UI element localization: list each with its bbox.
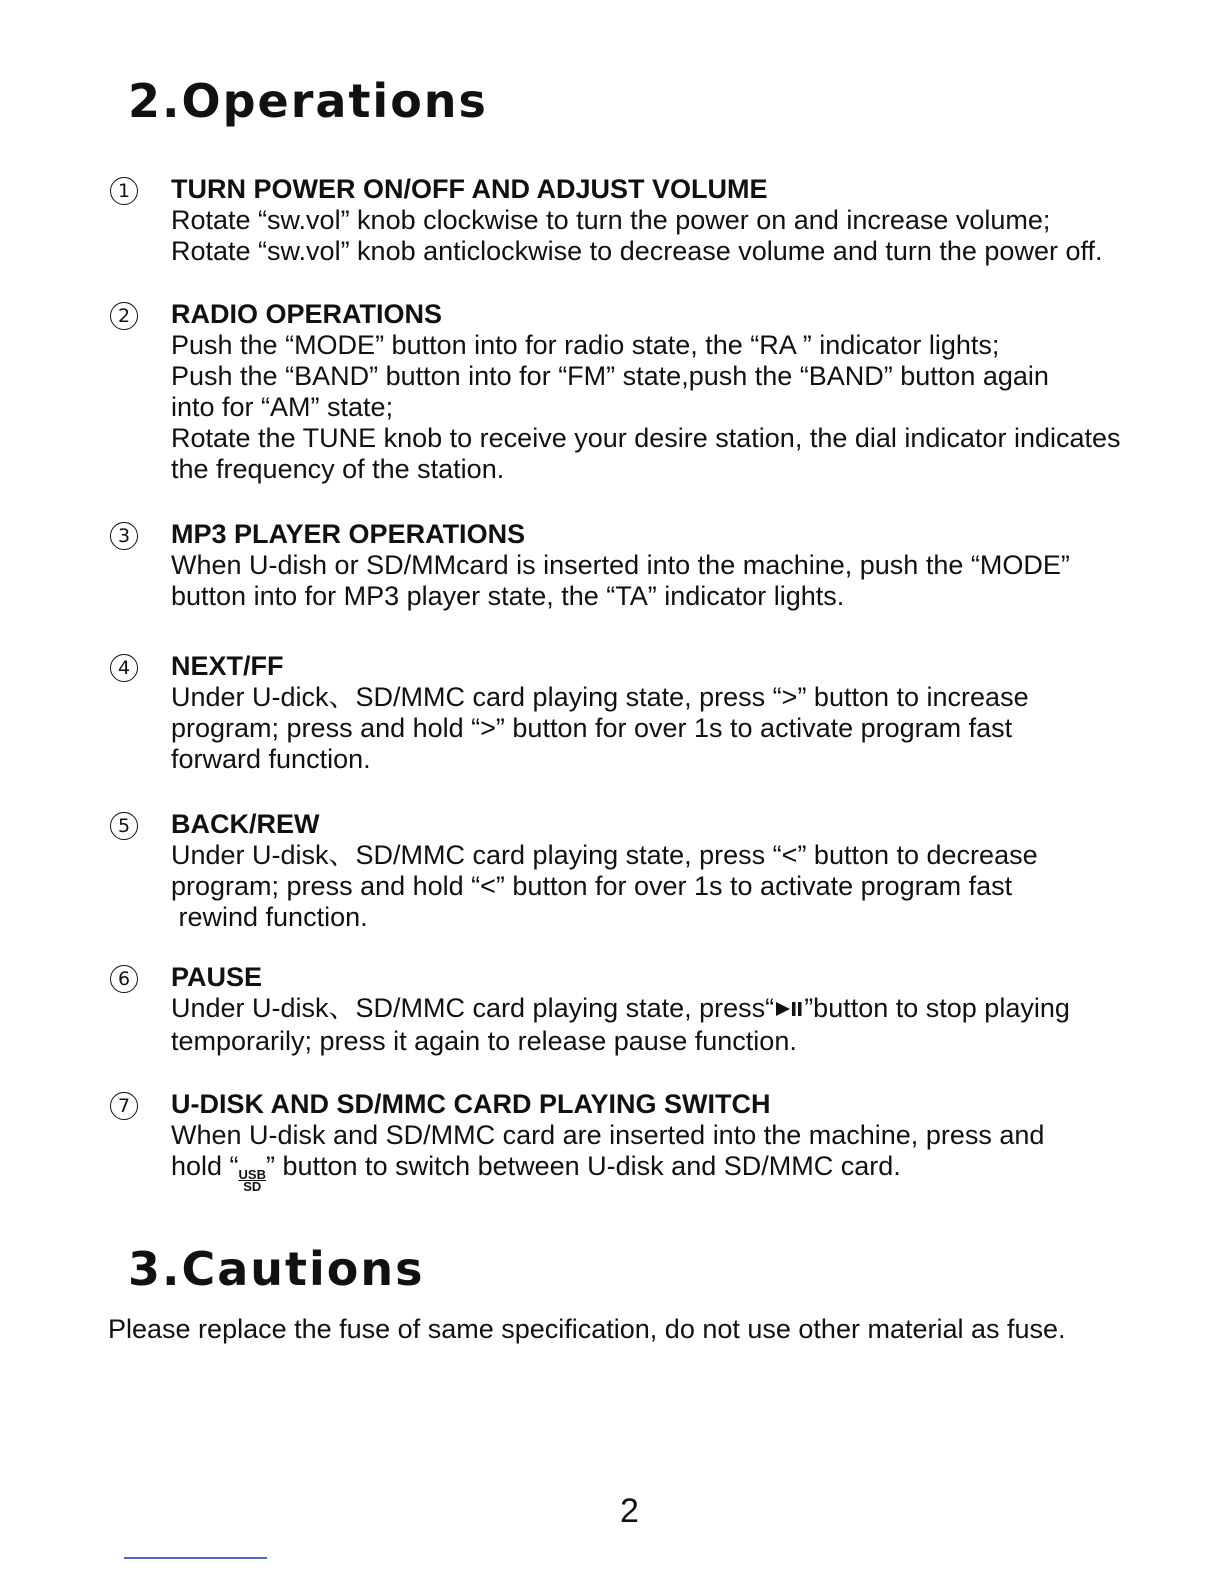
cautions-heading: 3.Cautions [128, 1242, 425, 1296]
body-line: When U-dish or SD/MMcard is inserted into the machine, push the “MODE” [171, 550, 1070, 580]
item-number-badge: 7 [110, 1092, 138, 1120]
body-line: button into for MP3 player state, the “TA” indicator lights. [171, 581, 845, 611]
item-body [171, 205, 1190, 267]
item-body [171, 993, 1190, 1057]
item-body [171, 330, 1190, 485]
item-title: TURN POWER ON/OFF AND ADJUST VOLUME [171, 174, 768, 204]
caution-text: Please replace the fuse of same specification, do not use other material as fuse. [108, 1314, 1066, 1344]
item-title: BACK/REW [171, 809, 320, 839]
operation-item-usb-sd-switch [110, 1089, 1190, 1193]
item-number-badge: 5 [110, 812, 138, 840]
item-number-badge: 1 [110, 177, 138, 205]
body-text: Under U-disk、SD/MMC card playing state, press“ [171, 993, 775, 1023]
item-title: RADIO OPERATIONS [171, 299, 443, 329]
usb-sd-icon [239, 1169, 266, 1193]
item-body [171, 840, 1190, 933]
body-line: the frequency of the station. [171, 454, 505, 484]
body-text: ” button to switch between U-disk and SD/MMC card. [266, 1151, 901, 1181]
sd-label: SD [243, 1179, 262, 1194]
operation-item-mp3 [110, 519, 1190, 612]
item-title: MP3 PLAYER OPERATIONS [171, 519, 526, 549]
operation-item-radio [110, 299, 1190, 485]
body-line [171, 993, 1190, 1026]
body-line: Under U-dick、SD/MMC card playing state, press “>” button to increase [171, 682, 1029, 712]
item-title: NEXT/FF [171, 651, 284, 681]
body-line [171, 1151, 1190, 1193]
operation-item-power-volume [110, 174, 1190, 267]
body-line: into for “AM” state; [171, 392, 394, 422]
item-body [171, 550, 1190, 612]
body-line: program; press and hold “<” button for over 1s to activate program fast [171, 871, 1013, 901]
body-line: program; press and hold “>” button for over 1s to activate program fast [171, 713, 1013, 743]
item-body [171, 682, 1190, 775]
body-line: Rotate “sw.vol” knob clockwise to turn the power on and increase volume; [171, 205, 1051, 235]
item-number-badge: 6 [110, 965, 138, 993]
operation-item-pause [110, 962, 1190, 1057]
body-line: forward function. [171, 744, 371, 774]
item-number-badge: 2 [110, 302, 138, 330]
body-line: Push the “MODE” button into for radio state, the “RA ” indicator lights; [171, 330, 1000, 360]
body-text: hold “ [171, 1151, 239, 1181]
body-text: ”button to stop playing [804, 993, 1070, 1023]
item-number-badge: 4 [110, 654, 138, 682]
body-line: When U-disk and SD/MMC card are inserted into the machine, press and [171, 1120, 1045, 1150]
operation-item-back-rew [110, 809, 1190, 933]
item-title: PAUSE [171, 962, 263, 992]
play-pause-icon [774, 995, 804, 1026]
body-line: temporarily; press it again to release pause function. [171, 1026, 797, 1056]
body-line: Rotate “sw.vol” knob anticlockwise to decrease volume and turn the power off. [171, 236, 1103, 266]
operation-item-next-ff [110, 651, 1190, 775]
body-line: rewind function. [171, 902, 368, 932]
item-body [171, 1120, 1190, 1193]
item-number-badge: 3 [110, 522, 138, 550]
bottom-rule [124, 1557, 267, 1559]
body-line: Under U-disk、SD/MMC card playing state, press “<” button to decrease [171, 840, 1038, 870]
page-number: 2 [620, 1492, 639, 1530]
body-line: Push the “BAND” button into for “FM” state,push the “BAND” button again [171, 361, 1049, 391]
operations-heading: 2.Operations [128, 74, 488, 128]
usb-label: USB [238, 1167, 266, 1182]
item-title: U-DISK AND SD/MMC CARD PLAYING SWITCH [171, 1089, 771, 1119]
body-line: Rotate the TUNE knob to receive your desire station, the dial indicator indicates [171, 423, 1121, 453]
